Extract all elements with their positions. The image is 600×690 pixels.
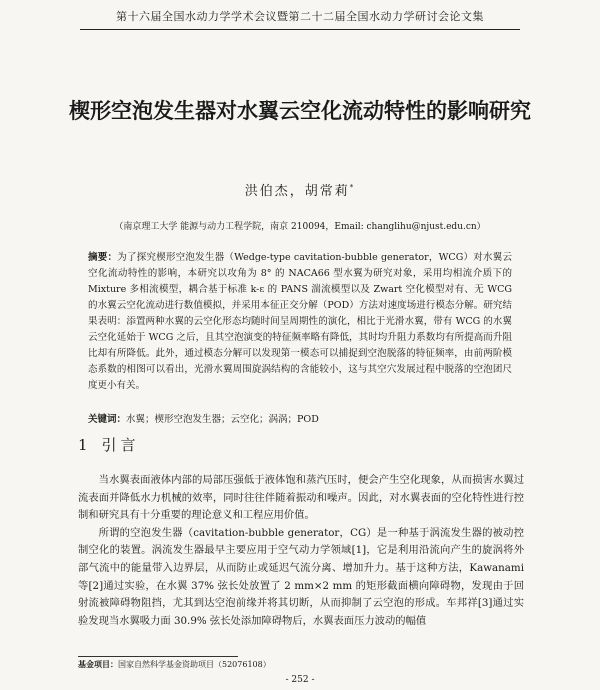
body-paragraph: 所谓的空泡发生器（cavitation-bubble generator，CG）是一种基于涡流发生器的被动控制空化的装置。涡流发生器最早主要应用于空气动力学领域[1]，它是利用沿流向产生的旋涡将外部气流中的能量带入边界层，从而防止或延迟气流分离、增加升力。基于这种方法，Kawanami 等[2]通过实验，在水翼 37% 弦长处放置了 2 mm×2 mm 的矩形截面横向障碍物，发现由于回射流被障碍物阻挡，尤其到达空泡前缘并将其切断，从而抑制了云空泡的形成。车邦祥[3]通过实验发现当水翼吸力面 30.9% 弦长处添加障碍物后，水翼表面压力波动的幅值 bbox=[78, 526, 524, 627]
keywords bbox=[88, 412, 512, 428]
footnote-rule bbox=[78, 656, 238, 657]
author-names: 洪伯杰，胡常莉 bbox=[244, 184, 350, 199]
body-text bbox=[78, 472, 524, 630]
running-header: 第十六届全国水动力学学术会议暨第二十二届全国水动力学研讨会论文集 bbox=[116, 10, 484, 23]
section-title: 引言 bbox=[101, 436, 140, 454]
keywords-label: 关键词： bbox=[88, 414, 127, 425]
abstract bbox=[88, 250, 512, 394]
affiliation: （南京理工大学 能源与动力工程学院，南京 210094，Email: changlihu@njust.edu.cn） bbox=[114, 222, 486, 232]
body-paragraph: 当水翼表面液体内部的局部压强低于液体饱和蒸汽压时，便会产生空化现象，从而损害水翼过流表面并降低水力机械的效率，同时往往伴随着振动和噪声。因此，对水翼表面的空化特性进行控制和研究具有十分重要的理论意义和工程应用价值。 bbox=[78, 474, 524, 522]
section-heading bbox=[78, 434, 140, 455]
corresponding-author-mark: * bbox=[349, 183, 356, 192]
abstract-text: 为了探究楔形空泡发生器（Wedge-type cavitation-bubble generator，WCG）对水翼云空化流动特性的影响，本研究以攻角为 8° 的 NACA66 型水翼为研究对象，采用均相流介质下的 Mixture 多相流模型，耦合基于标准 k-ε 的 PANS 湍流模型以及 Zwart 空化模型对有、无 WCG 的水翼云空化流动进行数值模拟，并采用本征正交分解（POD）方法对速度场进行模态分解。研究结果表明：添置两种水翼的云空化形态均随时间呈周期性的演化，相比于光滑水翼，带有 WCG 的水翼云空化延始于 WCG 之后，且其空泡演变的特征频率略有降低，其时均升阻力系数均有所提高而升阻比却有所降低。此外，通过模态分解可以发现第一模态可以捕捉到空泡脱落的特征频率，由前两阶模态系数的相图可以看出，光滑水翼周围旋涡结构的含能较小，这与其空穴发展过程中脱落的空泡团尺度更小有关。 bbox=[88, 252, 512, 391]
section-number: 1 bbox=[78, 436, 92, 454]
abstract-label: 摘要： bbox=[88, 252, 118, 263]
paper-title: 楔形空泡发生器对水翼云空化流动特性的影响研究 bbox=[69, 99, 531, 123]
header-rule bbox=[80, 29, 520, 30]
footnote-label: 基金项目： bbox=[78, 659, 118, 669]
footnote-text: 国家自然科学基金资助项目（52076108） bbox=[118, 660, 271, 669]
page-number: - 252 - bbox=[285, 675, 315, 685]
keywords-text: 水翼；楔形空泡发生器；云空化；涡涡；POD bbox=[126, 414, 319, 425]
footnote bbox=[78, 659, 271, 670]
authors bbox=[200, 180, 400, 199]
